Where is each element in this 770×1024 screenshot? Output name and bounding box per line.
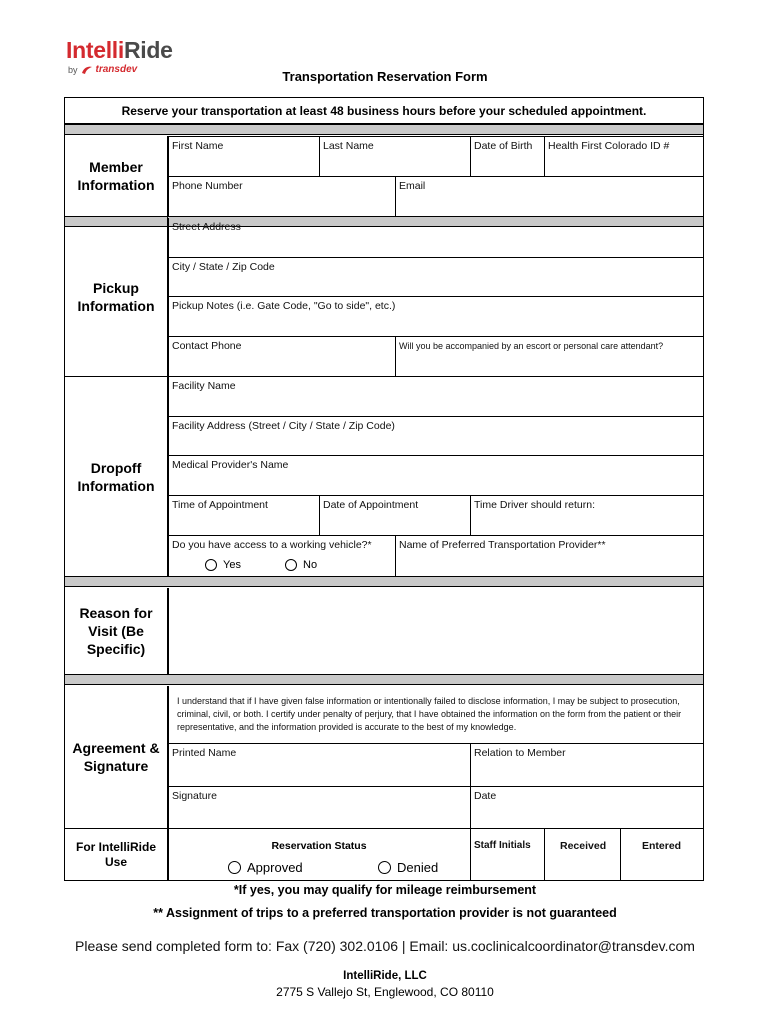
status-approved-option[interactable] [228, 860, 303, 875]
vehicle-no-option[interactable] [285, 559, 317, 571]
company-address: 2775 S Vallejo St, Englewood, CO 80110 [276, 985, 494, 999]
form-title: Transportation Reservation Form [282, 69, 488, 84]
denied-label: Denied [397, 860, 439, 875]
email-field[interactable]: Email [395, 176, 703, 216]
logo-ride: Ride [123, 37, 173, 63]
reservation-status-title: Reservation Status [271, 840, 367, 852]
separator-bar [65, 124, 703, 135]
time-return-field[interactable]: Time Driver should return: [470, 495, 703, 535]
relation-field[interactable]: Relation to Member [470, 743, 703, 786]
entered-field[interactable]: Entered [620, 828, 703, 880]
section-pickup-label: Pickup Information [65, 217, 168, 376]
section-member-label: Member Information [65, 136, 168, 216]
agreement-text: I understand that if I have given false information or intentionally failed to disclose information, I may be subject to prosecution, criminal, civil, or both. I certify under penalty of perjury, that I have obtained the information on the form from the patient or their representative, and the information provided is accurate to the best of my knowledge. [177, 696, 682, 732]
street-address-field[interactable]: Street Address [168, 218, 703, 258]
facility-address-field[interactable]: Facility Address (Street / City / State / Zip Code) [168, 416, 703, 456]
printed-name-field[interactable]: Printed Name [168, 743, 470, 786]
logo-intelli: Intelli [66, 37, 124, 63]
signature-field[interactable]: Signature [168, 786, 470, 828]
company-name: IntelliRide, LLC [343, 970, 427, 982]
assignment-note: ** Assignment of trips to a preferred transportation provider is not guaranteed [153, 906, 617, 920]
date-appointment-field[interactable]: Date of Appointment [319, 495, 470, 535]
section-dropoff-label: Dropoff Information [65, 376, 168, 576]
vehicle-yes-option[interactable] [205, 559, 241, 571]
preferred-provider-field[interactable]: Name of Preferred Transportation Provider** [395, 535, 703, 576]
hfc-id-field[interactable]: Health First Colorado ID # [544, 136, 703, 176]
radio-circle-icon[interactable] [285, 559, 297, 571]
first-name-field[interactable]: First Name [168, 136, 319, 176]
logo-wordmark [66, 38, 173, 62]
radio-circle-icon[interactable] [228, 861, 241, 874]
status-denied-option[interactable] [378, 860, 438, 875]
logo-by: by [68, 64, 78, 75]
time-appointment-field[interactable]: Time of Appointment [168, 495, 319, 535]
section-reason-label: Reason for Visit (Be Specific) [65, 588, 168, 674]
received-field[interactable]: Received [544, 828, 620, 880]
form-banner: Reserve your transportation at least 48 business hours before your scheduled appointment. [65, 98, 703, 124]
dob-field[interactable]: Date of Birth [470, 136, 544, 176]
pickup-notes-field[interactable]: Pickup Notes (i.e. Gate Code, "Go to side", etc.) [168, 296, 703, 336]
phone-field[interactable]: Phone Number [168, 176, 395, 216]
vehicle-yes-label: Yes [223, 559, 241, 571]
contact-phone-field[interactable]: Contact Phone [168, 336, 395, 376]
separator-bar [65, 674, 703, 685]
staff-initials-field[interactable]: Staff Initials [470, 828, 544, 880]
section-office-label: For IntelliRide Use [65, 828, 168, 880]
date-field[interactable]: Date [470, 786, 703, 828]
vehicle-no-label: No [303, 559, 318, 571]
reason-field[interactable] [168, 588, 703, 674]
section-agreement-label: Agreement & Signature [65, 686, 168, 828]
reservation-form [64, 97, 704, 881]
separator-bar [65, 576, 703, 587]
radio-circle-icon[interactable] [205, 559, 217, 571]
radio-circle-icon[interactable] [378, 861, 391, 874]
send-instructions: Please send completed form to: Fax (720) 302.0106 | Email: us.coclinicalcoordinator@transdev.com [75, 938, 695, 954]
logo-transdev: transdev [95, 64, 138, 75]
vehicle-question: Do you have access to a working vehicle?* [168, 535, 395, 576]
approved-label: Approved [247, 860, 303, 875]
city-state-zip-field[interactable]: City / State / Zip Code [168, 257, 703, 297]
last-name-field[interactable]: Last Name [319, 136, 470, 176]
facility-name-field[interactable]: Facility Name [168, 376, 703, 416]
escort-field[interactable]: Will you be accompanied by an escort or personal care attendant? [395, 336, 703, 376]
mileage-note: *If yes, you may qualify for mileage reimbursement [233, 883, 537, 897]
provider-name-field[interactable]: Medical Provider's Name [168, 455, 703, 495]
